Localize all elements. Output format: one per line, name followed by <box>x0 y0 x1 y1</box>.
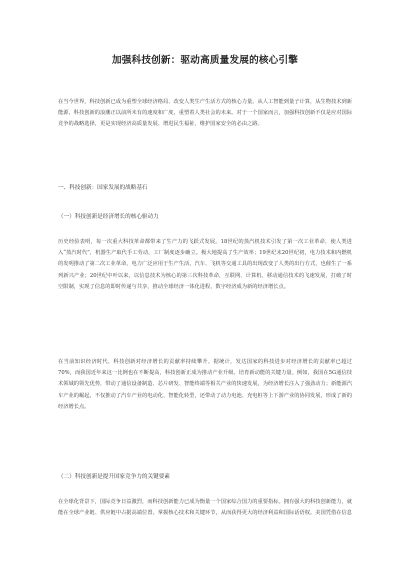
competition-paragraph: 在全球化背景下，国际竞争日益激烈，而科技创新能力已成为衡量一个国家综合国力的重要指标。拥有强大的科技创新能力，就能在全球产业链、供应链中占据高端位置，掌握核心技术和关键环节，从而获得更大的经济利益和国际话语权。美国凭借在信息 <box>58 499 352 517</box>
subheading-economic-growth: （一）科技创新是经济增长的核心驱动力 <box>58 214 159 220</box>
intro-paragraph: 在当今世界，科技创新已成为重塑全球经济格局、改变人类生产生活方式的核心力量。从人工智能到量子计算，从生物技术到新能源，科技创新的浪潮正以前所未有的速度和广度，重塑着人类社会的未来。对于一个国家而言，加强科技创新不仅是应对国际竞争的战略选择，更是实现经济高质量发展、增进民生福祉、维护国家安全的必由之路。 <box>58 99 352 128</box>
history-paragraph: 历史经验表明，每一次重大科技革命都带来了生产力的飞跃式发展。18世纪的蒸汽机技术引发了第一次工业革命，使人类进入“蒸汽时代”，机器生产取代手工劳动，工厂制度逐步确立。极大地提高了生产效率；19世纪末20世纪初，电力技术和内燃机的发明推动了第二次工业革命，电力广泛应用于生产生活，汽车、飞机等交通工具的出现改变了人类的出行方式，也催生了一系列新兴产业；20世纪中叶以来，以信息技术为核心的第三次科技革命，互联网、计算机、移动通信技术的飞速发展，打破了时空限制，实现了信息的即时传递与共享，推动全球经济一体化进程，数字经济成为新的经济增长点。 <box>58 239 352 290</box>
knowledge-economy-paragraph: 在当前知识经济时代，科技创新对经济增长的贡献率持续攀升。据统计，发达国家的科技进步对经济增长的贡献率已超过70%，而我国近年来这一比例也在不断提高，科技创新正成为推动产业升级、培育新动能的关键力量。例如，我国在5G通信技术领域的领先优势，带动了通信设备制造、芯片研发、智能终端等相关产业的快速发展，为经济增长注入了强劲动力；新能源汽车产业的崛起，不仅推动了汽车产业的电动化、智能化转型，还带动了动力电池、充电桩等上下游产业的协同发展，形成了新的经济增长点。 <box>58 359 352 410</box>
section-heading: 一、科技创新：国家发展的战略基石 <box>58 185 148 191</box>
subheading-competitiveness: （二）科技创新是提升国家竞争力的关键要素 <box>58 474 170 480</box>
document-title: 加强科技创新：驱动高质量发展的核心引擎 <box>111 55 299 66</box>
